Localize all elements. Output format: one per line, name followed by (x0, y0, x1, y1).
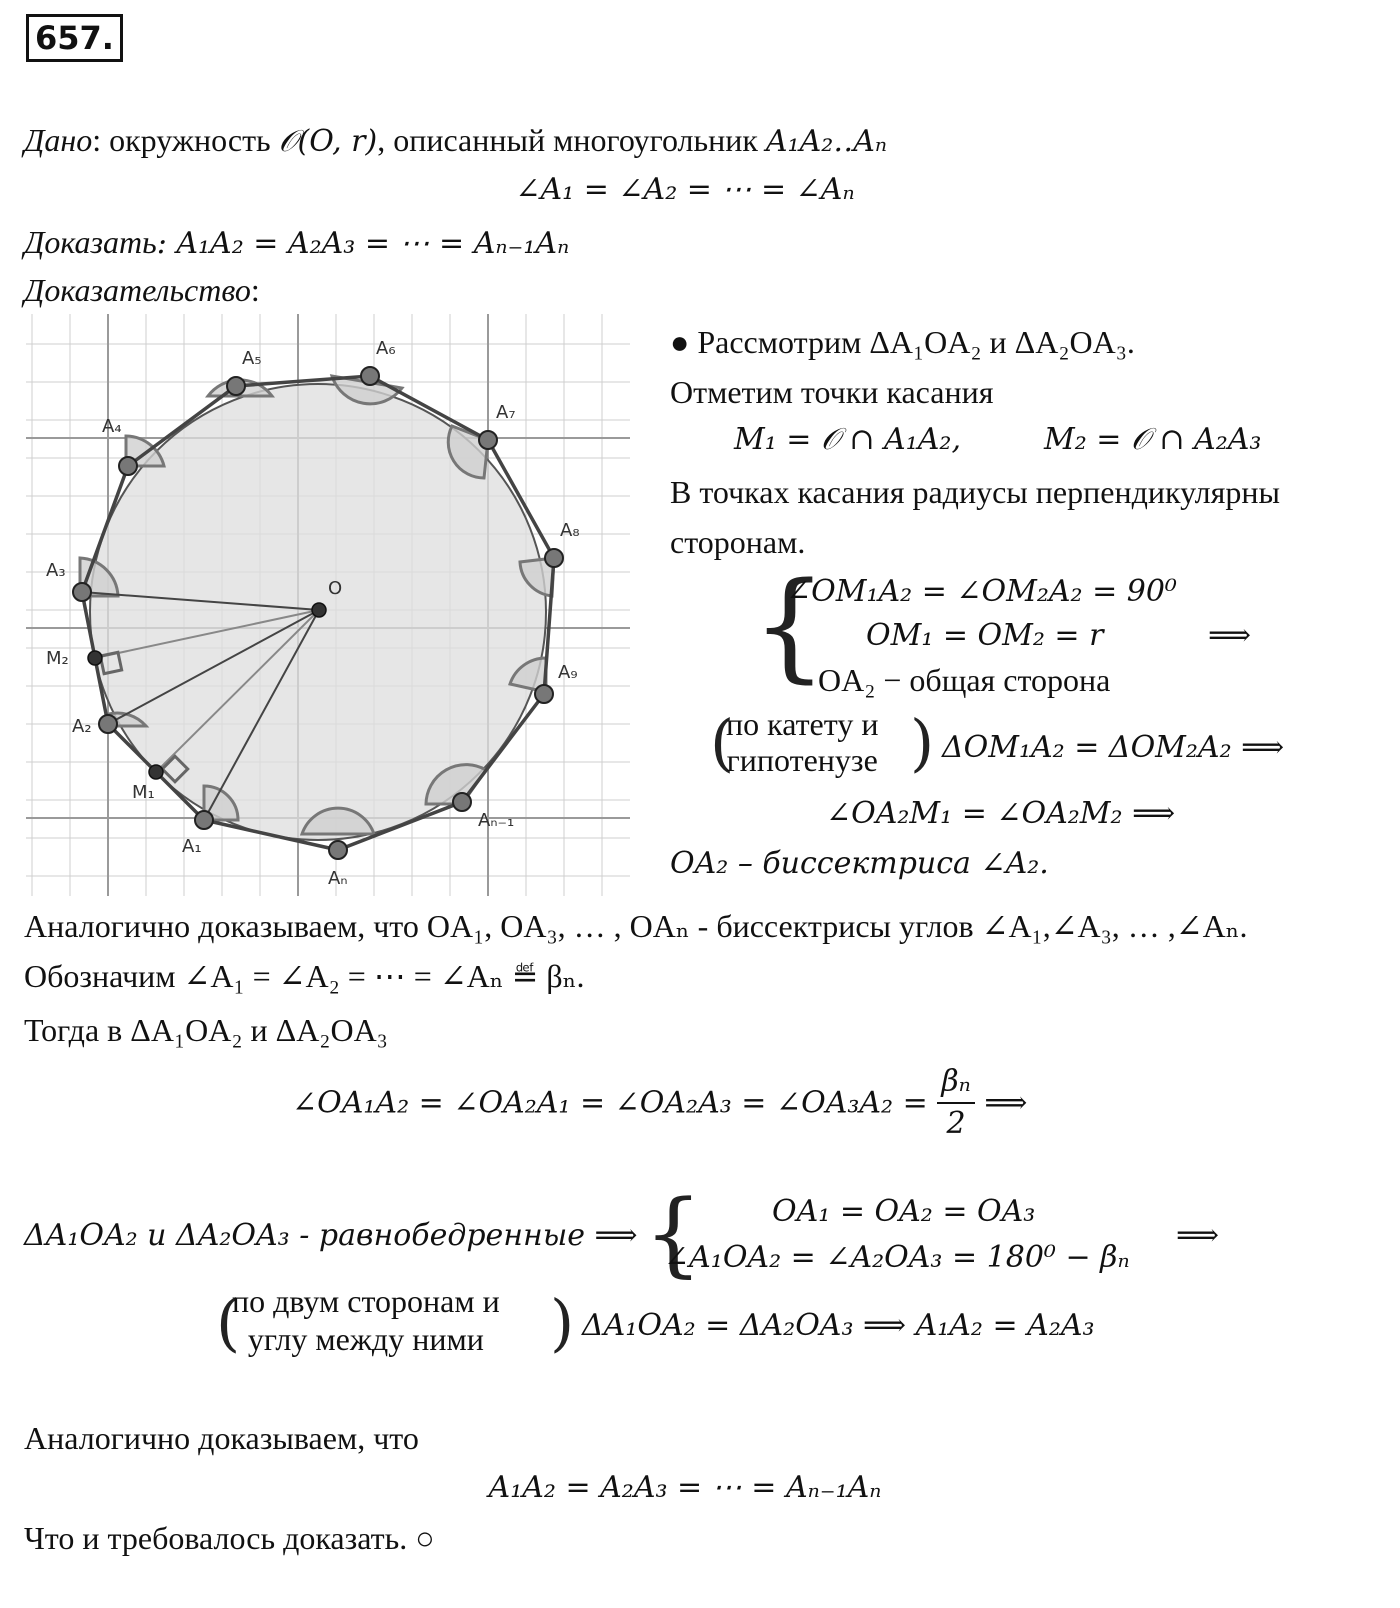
given-line (24, 120, 887, 162)
congruence1: ΔOM₁A₂ = ΔOM₂A₂ ⟹ (942, 730, 1285, 765)
label-O: O (328, 578, 343, 599)
mark-points-line: Отметим точки касания (670, 374, 994, 410)
similarly-bisectors: Аналогично доказываем, что OA₁, OA₃, … , OAₙ - биссектрисы углов ∠A₁,∠A₃, … ,∠Aₙ. (24, 908, 1248, 944)
radii-line-1: В точках касания радиусы перпендикулярны (670, 474, 1280, 510)
system1-implies: ⟹ (1208, 618, 1252, 653)
label-A2: A₂ (72, 716, 92, 737)
label-M2: M₂ (46, 648, 69, 669)
qed-line: Что и требовалось доказать. ○ (24, 1520, 435, 1556)
system2-implies: ⟹ (1176, 1218, 1220, 1253)
prove-line (24, 222, 569, 264)
given-text-prefix: : окружность (92, 122, 279, 158)
beta-over-two (937, 1062, 975, 1144)
then-line: Тогда в ΔA₁OA₂ и ΔA₂OA₃ (24, 1012, 388, 1048)
criterion1 (726, 706, 878, 778)
chain-implies: ⟹ (984, 1085, 1028, 1121)
label-A3: A₃ (46, 560, 66, 581)
prove-label: Доказать (24, 224, 157, 260)
angle-equality: ∠OA₂M₁ = ∠OA₂M₂ ⟹ (826, 796, 1176, 831)
given-polygon: A₁A₂‥Aₙ (765, 124, 888, 159)
system1-line1: ∠OM₁A₂ = ∠OM₂A₂ = 90⁰ (786, 574, 1177, 609)
label-A5: A₅ (242, 348, 262, 369)
label-A9: A₉ (558, 662, 578, 683)
label-A4: A₄ (102, 416, 122, 437)
radii-line-2: сторонам. (670, 524, 806, 560)
criterion2-line1: по двум сторонам и (232, 1283, 500, 1319)
proof-label: Доказательство (24, 272, 251, 308)
system2-brace: { (644, 1180, 703, 1287)
criterion2 (232, 1282, 500, 1358)
label-M1: M₁ (132, 782, 155, 803)
label-A6: A₆ (376, 338, 396, 359)
criterion1-line1: по катету и (726, 706, 879, 742)
system1-brace: { (752, 556, 828, 694)
problem-number: 657. (26, 14, 123, 62)
similarly-line: Аналогично доказываем, что (24, 1420, 419, 1456)
criterion1-paren-left: ( (710, 706, 735, 779)
tangent-points-1: M₁ = 𝒪 ∩ A₁A₂, (734, 422, 961, 457)
label-A8: A₈ (560, 520, 580, 541)
angles-chain: ∠OA₁A₂ = ∠OA₂A₁ = ∠OA₂A₃ = ∠OA₃A₂ = (292, 1085, 928, 1121)
system2-line1: OA₁ = OA₂ = OA₃ (772, 1194, 1036, 1229)
consider-line: ● Рассмотрим ΔA₁OA₂ и ΔA₂OA₃. (670, 324, 1135, 360)
label-An: Aₙ (328, 868, 348, 889)
isosceles-line: ΔA₁OA₂ и ΔA₂OA₃ - равнобедренные ⟹ (24, 1218, 638, 1253)
frac-denominator: 2 (946, 1106, 966, 1141)
label-A7: A₇ (496, 402, 516, 423)
proof-label-line: Доказательство: (24, 272, 260, 308)
criterion1-paren-right: ) (910, 706, 935, 779)
result-line: A₁A₂ = A₂A₃ = ⋯ = Aₙ₋₁Aₙ (488, 1470, 882, 1505)
system1-line3: OA₂ − общая сторона (818, 662, 1111, 698)
angles-chain-line (292, 1062, 1027, 1144)
criterion2-line2: углу между ними (247, 1321, 484, 1357)
given-label: Дано (24, 122, 93, 158)
denote-line: Обозначим ∠A₁ = ∠A₂ = ⋯ = ∠Aₙ ≝ βₙ. (24, 958, 585, 994)
tangent-points-2: M₂ = 𝒪 ∩ A₂A₃ (1044, 422, 1262, 457)
congruence2: ΔA₁OA₂ = ΔA₂OA₃ ⟹ A₁A₂ = A₂A₃ (582, 1308, 1095, 1343)
geometry-figure (26, 314, 630, 896)
system1-line2: OM₁ = OM₂ = r (866, 618, 1104, 653)
given-text-mid: , описанный многоугольник (377, 122, 766, 158)
criterion2-paren-left: ( (216, 1286, 241, 1359)
label-A1: A₁ (182, 836, 202, 857)
prove-statement: : A₁A₂ = A₂A₃ = ⋯ = Aₙ₋₁Aₙ (156, 226, 570, 261)
system2-line2: ∠A₁OA₂ = ∠A₂OA₃ = 180⁰ − βₙ (664, 1240, 1130, 1275)
given-circle: 𝒪(O, r) (278, 124, 378, 159)
label-An1: Aₙ₋₁ (478, 810, 515, 831)
frac-numerator: βₙ (937, 1062, 975, 1104)
criterion2-paren-right: ) (550, 1286, 575, 1359)
given-angles-equal: ∠A₁ = ∠A₂ = ⋯ = ∠Aₙ (515, 172, 855, 207)
bisector-line: OA₂ – биссектриса ∠A₂. (670, 846, 1049, 881)
criterion1-line2: гипотенузе (726, 742, 878, 778)
